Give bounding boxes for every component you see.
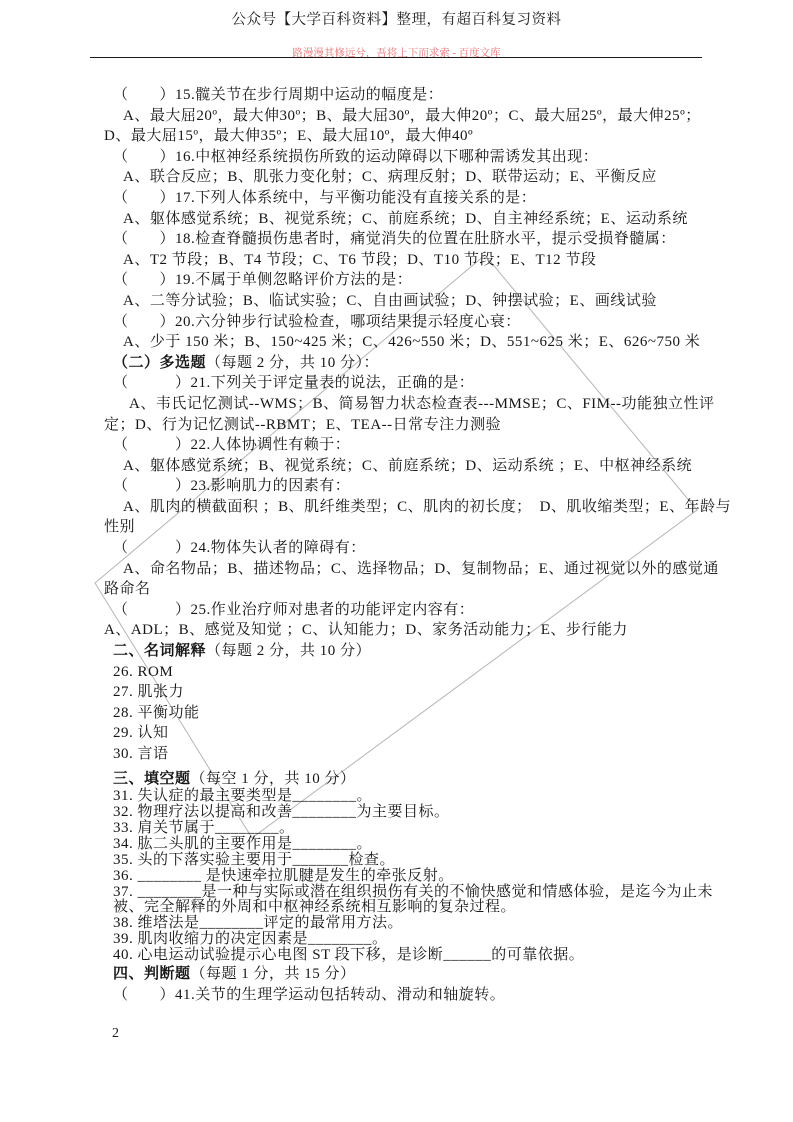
- text-line: 38. 维塔法是________评定的最常用方法。: [113, 915, 404, 932]
- text-line: A、肌肉的横截面积 ；B、肌纤维类型；C、肌肉的初长度； D、肌收缩类型；E、年龄与: [123, 498, 732, 515]
- text-line: A、躯体感觉系统；B、视觉系统；C、前庭系统；D、运动系统 ；E、中枢神经系统: [123, 457, 693, 474]
- text-line: 被、完全解释的外周和中枢神经系统相互影响的复杂过程。: [113, 899, 517, 916]
- text-line: 29. 认知: [113, 725, 169, 742]
- text-line: （ ）25.作业治疗师对患者的功能评定内容有：: [113, 601, 475, 618]
- text-line: 28. 平衡功能: [113, 704, 200, 721]
- text-line: 27. 肌张力: [113, 684, 185, 701]
- page-title: 公众号【大学百科资料】整理，有超百科复习资料: [231, 12, 562, 28]
- text-line: 37. ________是一种与实际或潜在组织损伤有关的不愉快感觉和情感体验，是迄今为止未: [113, 883, 714, 900]
- text-line: （ ）23.影响肌力的因素有：: [113, 478, 351, 495]
- section-heading: （二）多选题（每题 2 分，共 10 分）：: [113, 354, 380, 371]
- exam-content: [0, 85, 793, 1005]
- text-line: 26. ROM: [113, 663, 174, 680]
- text-line: （ ）24.物体失认者的障碍有：: [113, 540, 366, 557]
- text-line: （ ）21.下列关于评定量表的说法，正确的是：: [113, 375, 475, 392]
- text-line: 34. 肱二头肌的主要作用是________。: [113, 835, 373, 852]
- text-line: 40. 心电运动试验提示心电图 ST 段下移，是诊断______的可靠依据。: [113, 947, 585, 964]
- promo-red-text: 路漫漫其修远兮，吾将上下而求索 - 百度文库: [292, 48, 501, 59]
- text-line: 路命名: [104, 581, 151, 598]
- text-line: A、T2 节段；B、T4 节段；C、T6 节段；D、T10 节段；E、T12 节段: [123, 251, 597, 268]
- text-line: A、最大屈20º，最大伸30º；B、最大屈30º，最大伸20º；C、最大屈25º，最大伸25º；: [123, 107, 701, 124]
- text-line: 31. 失认症的最主要类型是________。: [113, 788, 373, 805]
- text-line: （ ）22.人体协调性有赖于：: [113, 437, 351, 454]
- text-line: A、躯体感觉系统；B、视觉系统；C、前庭系统；D、自主神经系统；E、运动系统: [123, 210, 688, 227]
- text-line: 33. 肩关节属于________。: [113, 819, 295, 836]
- text-line: A、联合反应；B、肌张力变化射；C、病理反射；D、联带运动；E、平衡反应: [123, 169, 657, 186]
- text-line: 性别: [104, 519, 136, 536]
- text-line: （ ）18.检查脊髓损伤患者时，痛觉消失的位置在肚脐水平，提示受损脊髓属：: [113, 231, 676, 248]
- text-line: A、命名物品；B、描述物品；C、选择物品；D、复制物品；E、通过视觉以外的感觉通: [123, 560, 719, 577]
- text-line: （ ）16.中枢神经系统损伤所致的运动障碍以下哪种需诱发其出现：: [113, 148, 599, 165]
- text-line: A、韦氏记忆测试--WMS；B、简易智力状态检查表---MMSE；C、FIM--功能独立性评: [129, 395, 715, 412]
- text-line: 36. ________ 是快速牵拉肌腱是发生的牵张反射。: [113, 867, 454, 884]
- text-line: （ ）41.关节的生理学运动包括转动、滑动和轴旋转。: [113, 986, 506, 1003]
- section-heading-bold: 二、名词解释: [113, 643, 207, 660]
- text-line: 32. 物理疗法以提高和改善________为主要目标。: [113, 804, 450, 821]
- section-heading: 四、判断题（每题 1 分，共 15 分）: [113, 965, 356, 982]
- header-rule-divider: [90, 57, 702, 58]
- text-line: D、最大屈15º，最大伸35º；E、最大屈10º，最大伸40º: [104, 128, 474, 145]
- section-heading-bold: 四、判断题: [113, 965, 191, 982]
- section-heading-bold: 三、填空题: [113, 770, 191, 787]
- section-heading: 三、填空题（每空 1 分，共 10 分）: [113, 770, 356, 787]
- section-heading: 二、名词解释（每题 2 分，共 10 分）: [113, 643, 372, 660]
- page-number: 2: [112, 1026, 119, 1041]
- text-line: （ ）19.不属于单侧忽略评价方法的是：: [113, 272, 413, 289]
- text-line: 39. 肌肉收缩力的决定因素是________。: [113, 931, 388, 948]
- text-line: 30. 言语: [113, 746, 169, 762]
- text-line: 35. 头的下落实验主要用于_______检查。: [113, 851, 396, 868]
- text-line: （ ）20.六分钟步行试验检查，哪项结果提示轻度心衰：: [113, 313, 521, 330]
- text-line: 定；D、行为记忆测试--RBMT；E、TEA--日常专注力测验: [104, 416, 502, 433]
- section-heading-bold: （二）多选题: [113, 354, 207, 371]
- text-line: A、少于 150 米；B、150~425 米；C、426~550 米；D、551~625 米；E、626~750 米: [123, 334, 701, 351]
- text-line: A、ADL；B、感觉及知觉 ；C、认知能力；D、家务活动能力；E、步行能力: [104, 622, 628, 639]
- text-line: （ ）17.下列人体系统中，与平衡功能没有直接关系的是：: [113, 189, 537, 206]
- text-line: A、二等分试验；B、临试实验；C、自由画试验；D、钟摆试验；E、画线试验: [123, 292, 657, 309]
- text-line: （ ）15.髋关节在步行周期中运动的幅度是：: [113, 87, 444, 103]
